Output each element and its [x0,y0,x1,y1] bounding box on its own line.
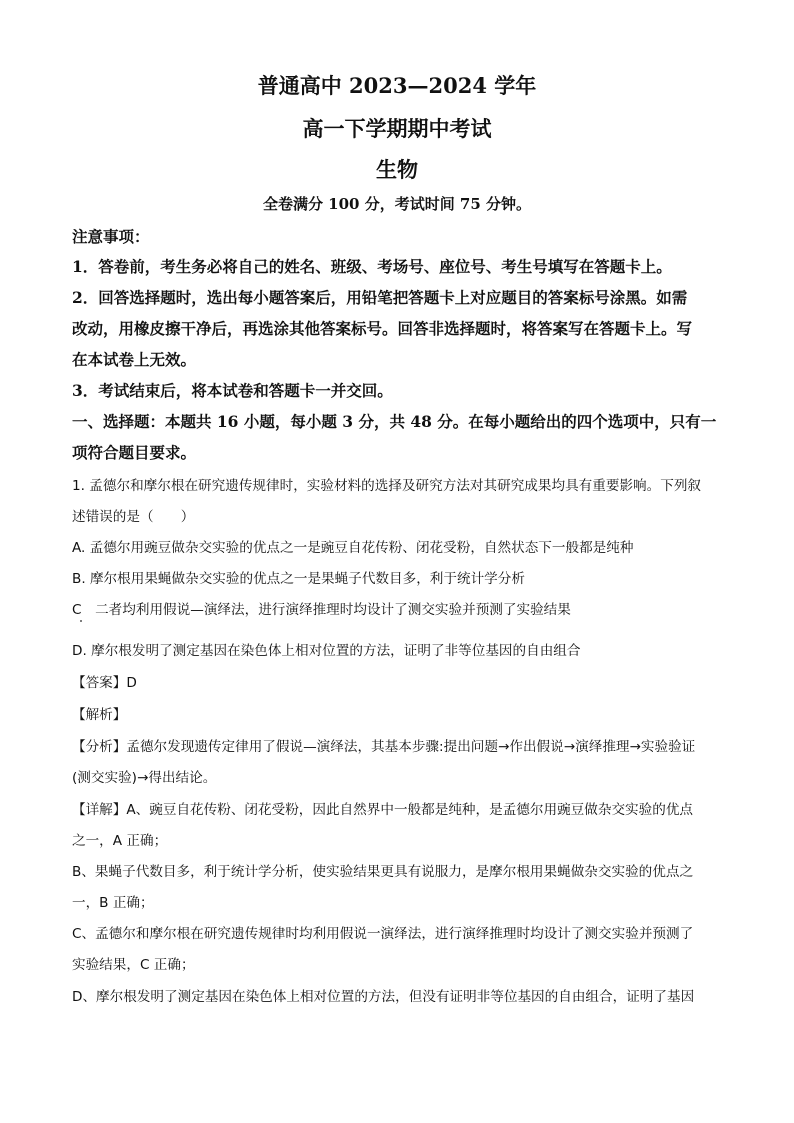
notice-item-2-line3: 在本试卷上无效。 [72,350,197,369]
xiangjie-d-line1: D、摩尔根发明了测定基因在染色体上相对位置的方法，但没有证明非等位基因的自由组合，证明了基因 [72,989,695,1005]
xiangjie-label: 【详解】 [72,802,127,818]
option-c: C 二者均利用假说—演绎法，进行演绎推理时均设计了测交实验并预测了实验结果 [72,602,571,618]
answer-line [72,671,137,691]
fenxi-line1 [72,735,695,755]
xiangjie-c-line1: C、孟德尔和摩尔根在研究遗传规律时均利用假说一演绎法，进行演绎推理时均设计了测交实验并预测了 [72,926,694,942]
xiangjie-c-line2: 实验结果，C 正确； [72,957,195,973]
notice-item-2-line1: 2．回答选择题时，选出每小题答案后，用铅笔把答题卡上对应题目的答案标号涂黑。如需 [72,288,688,307]
question-stem-line1: 1. 孟德尔和摩尔根在研究遗传规律时，实验材料的选择及研究方法对其研究成果均具有重要影响。下列叙 [72,478,702,494]
section-heading-line1: 一、选择题：本题共 16 小题，每小题 3 分，共 48 分。在每小题给出的四个选项中，只有一 [72,412,717,431]
subject-title: 生物 [376,157,418,182]
exam-info: 全卷满分 100 分，考试时间 75 分钟。 [262,195,532,213]
xiangjie-b-line2: 一，B 正确； [72,895,154,911]
analysis-label: 【解析】 [72,707,127,723]
section-heading-line2: 项符合题目要求。 [72,443,197,462]
answer-value: D [126,675,137,691]
notice-item-3: 3．考试结束后，将本试卷和答题卡一并交回。 [72,381,393,400]
xiangjie-b-line1: B、果蝇子代数目多，利于统计学分析，使实验结果更具有说服力，是摩尔根用果蝇做杂交实验的优点之 [72,864,694,880]
option-b: B. 摩尔根用果蝇做杂交实验的优点之一是果蝇子代数目多，利于统计学分析 [72,571,525,587]
xiangjie-a-text-line1: A、豌豆自花传粉、闭花受粉，因此自然界中一般都是纯种，是孟德尔用豌豆做杂交实验的优点 [126,802,694,818]
fenxi-text-line1: 孟德尔发现遗传定律用了假说—演绎法，其基本步骤:提出问题→作出假说→演绎推理→实验验证 [126,739,696,755]
xiangjie-a-line1 [72,798,693,818]
exam-title-line1: 普通高中 2023—2024 学年 [257,73,537,98]
option-a: A. 孟德尔用豌豆做杂交实验的优点之一是豌豆自花传粉、闭花受粉，自然状态下一般都是纯种 [72,540,634,556]
question-stem-line2: 述错误的是（ ） [72,509,195,525]
notice-heading: 注意事项： [72,227,150,246]
fenxi-line2: (测交实验)→得出结论。 [72,770,217,786]
notice-item-1: 1．答卷前，考生务必将自己的姓名、班级、考场号、座位号、考生号填写在答题卡上。 [72,257,672,276]
xiangjie-a-line2: 之一，A 正确； [72,833,168,849]
exam-title-line2: 高一下学期期中考试 [302,116,492,141]
option-d: D. 摩尔根发明了测定基因在染色体上相对位置的方法，证明了非等位基因的自由组合 [72,643,581,659]
stray-dot [80,620,82,622]
answer-label: 【答案】 [72,675,127,691]
notice-item-2-line2: 改动，用橡皮擦干净后，再选涂其他答案标号。回答非选择题时，将答案写在答题卡上。写 [72,319,693,338]
fenxi-label: 【分析】 [72,739,127,755]
